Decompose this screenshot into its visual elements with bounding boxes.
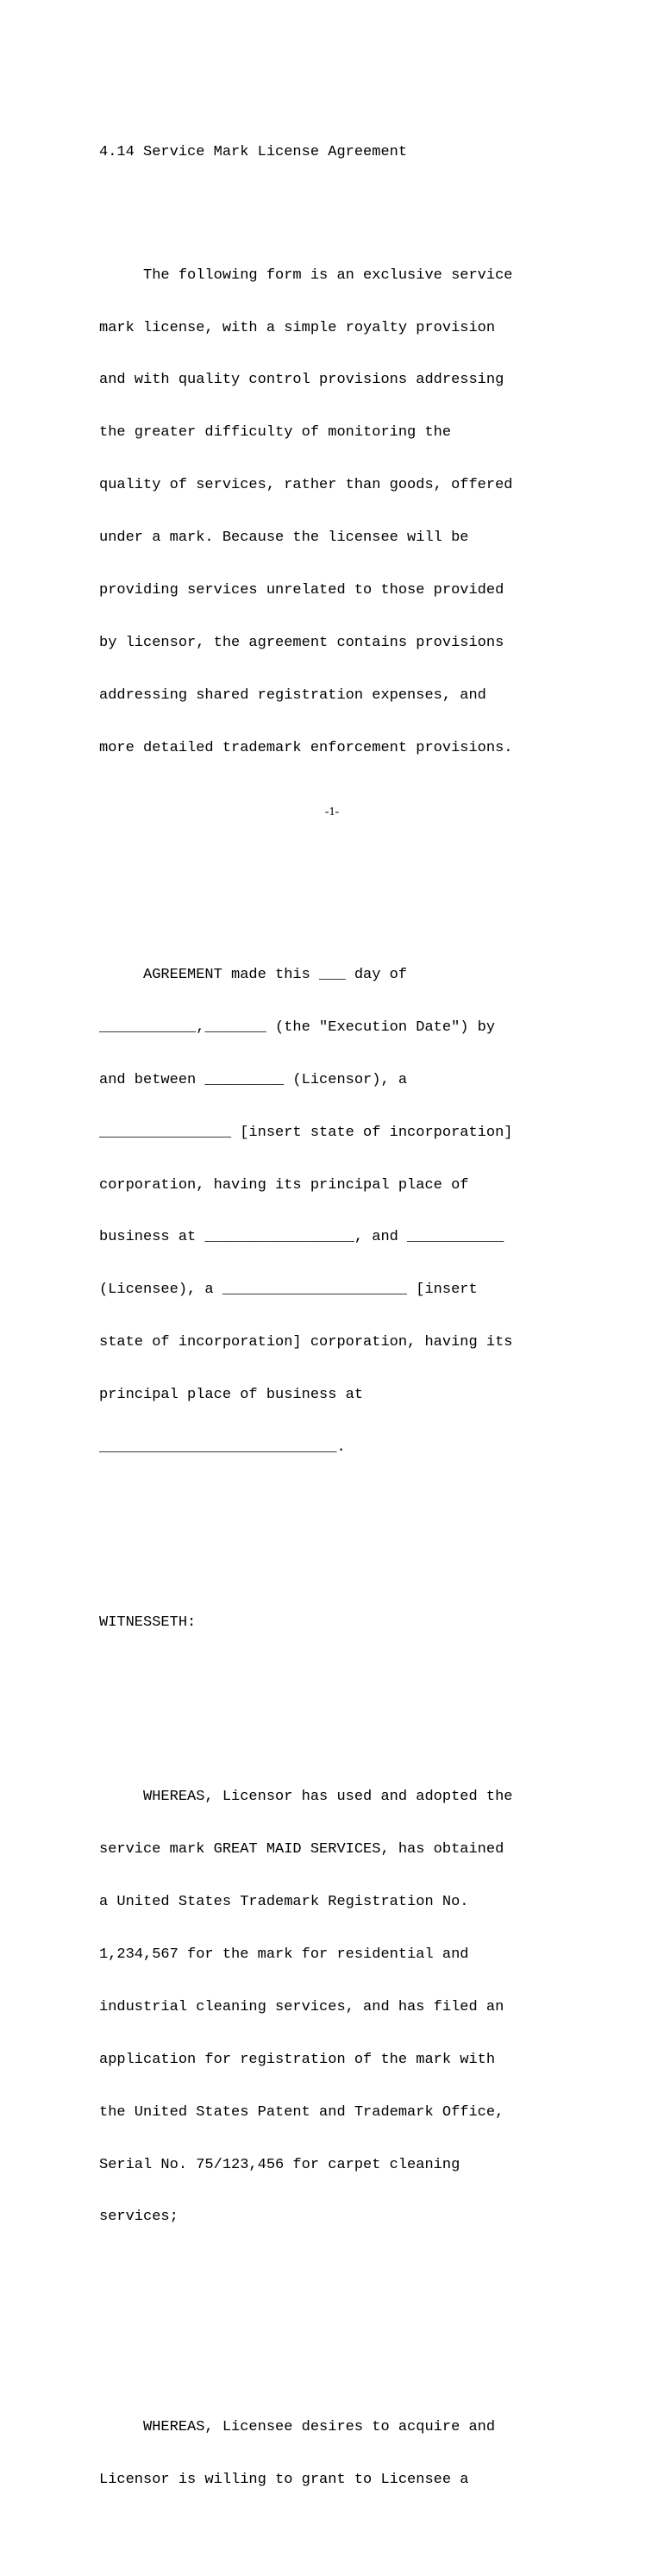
whereas-line: services; — [99, 2209, 179, 2226]
intro-line: the greater difficulty of monitoring the — [99, 424, 452, 442]
intro-line: providing services unrelated to those provided — [99, 582, 504, 599]
spacer — [99, 2314, 569, 2331]
whereas-line: WHEREAS, Licensor has used and adopted the — [99, 1789, 513, 1806]
agreement-line: principal place of business at — [99, 1387, 364, 1404]
whereas-line: a United States Trademark Registration No. — [99, 1894, 469, 1911]
whereas-paragraph-1 — [99, 1754, 569, 2262]
whereas-line: Licensor is willing to grant to Licensee a — [99, 2471, 469, 2488]
intro-line: under a mark. Because the licensee will be — [99, 530, 469, 547]
whereas-line: industrial cleaning services, and has filed an — [99, 1998, 504, 2015]
intro-line: and with quality control provisions addressing — [99, 372, 504, 389]
agreement-line: ___________________________. — [99, 1438, 346, 1456]
agreement-line: state of incorporation] corporation, having its — [99, 1334, 513, 1351]
whereas-paragraph-2 — [99, 2384, 569, 2523]
intro-line: quality of services, rather than goods, offered — [99, 477, 513, 494]
intro-line: more detailed trademark enforcement provisions. — [99, 739, 513, 756]
spacer — [99, 1684, 569, 1702]
document-title: 4.14 Service Mark License Agreement — [99, 143, 408, 160]
agreement-line: AGREEMENT made this ___ day of — [99, 966, 408, 983]
witnesseth-heading: WITNESSETH: — [99, 1614, 197, 1631]
agreement-line: business at _________________, and ___________ — [99, 1229, 504, 1246]
page-number: -1- — [324, 805, 340, 818]
intro-paragraph — [99, 232, 569, 793]
intro-line: mark license, with a simple royalty provision — [99, 319, 496, 336]
agreement-line: corporation, having its principal place of — [99, 1176, 469, 1194]
whereas-line: WHEREAS, Licensee desires to acquire and — [99, 2418, 496, 2435]
whereas-line: service mark GREAT MAID SERVICES, has obtained — [99, 1841, 504, 1858]
whereas-line: application for registration of the mark with — [99, 2051, 496, 2068]
agreement-line: (Licensee), a _____________________ [insert — [99, 1282, 478, 1299]
agreement-line: and between _________ (Licensor), a — [99, 1071, 408, 1088]
spacer — [99, 1545, 569, 1562]
agreement-line: _______________ [insert state of incorporation] — [99, 1124, 513, 1141]
intro-line: addressing shared registration expenses, and — [99, 686, 486, 704]
document-body — [99, 91, 569, 2576]
agreement-line: ___________,_______ (the "Execution Date") by — [99, 1018, 496, 1036]
intro-line: by licensor, the agreement contains provisions — [99, 634, 504, 651]
whereas-line: 1,234,567 for the mark for residential and — [99, 1946, 469, 1963]
agreement-paragraph — [99, 931, 569, 1492]
spacer — [99, 844, 569, 879]
whereas-line: Serial No. 75/123,456 for carpet cleaning — [99, 2156, 460, 2173]
intro-line: The following form is an exclusive service — [99, 266, 513, 284]
whereas-line: the United States Patent and Trademark Office, — [99, 2103, 504, 2121]
